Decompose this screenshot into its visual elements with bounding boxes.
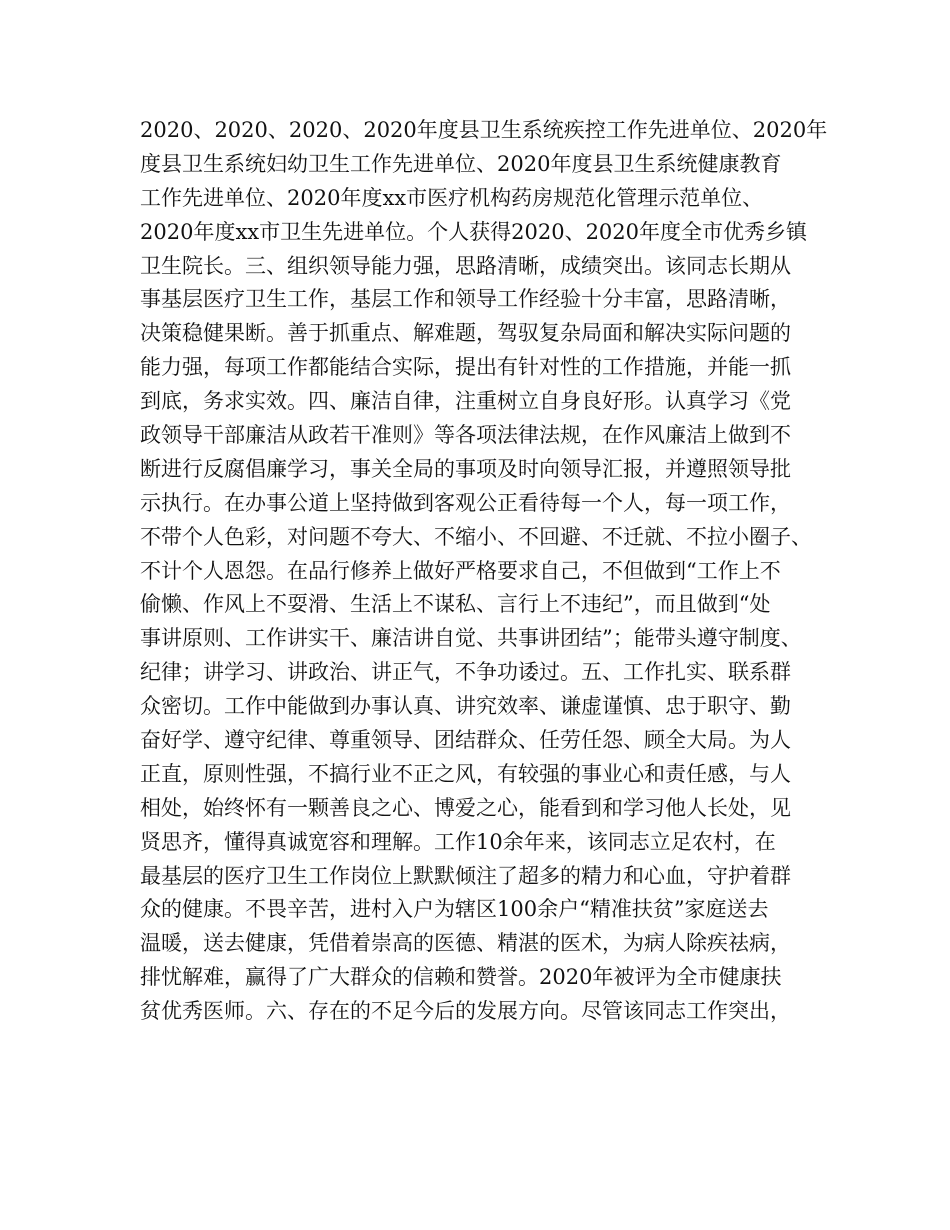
text-line: 贤思齐，懂得真诚宽容和理解。工作10余年来，该同志立足农村，在 xyxy=(140,829,776,854)
text-line: 相处，始终怀有一颗善良之心、博爱之心，能看到和学习他人长处，见 xyxy=(140,795,791,820)
text-line: 工作先进单位、2020年度xx市医疗机构药房规范化管理示范单位、 xyxy=(140,185,764,210)
text-line: 排忧解难，赢得了广大群众的信赖和赞誉。2020年被评为全市健康扶 xyxy=(140,965,782,990)
text-line: 众密切。工作中能做到办事认真、讲究效率、谦虚谨慎、忠于职守、勤 xyxy=(140,694,791,719)
text-line: 卫生院长。三、组织领导能力强，思路清晰，成绩突出。该同志长期从 xyxy=(140,253,791,278)
text-line: 最基层的医疗卫生工作岗位上默默倾注了超多的精力和心血，守护着群 xyxy=(140,863,791,888)
text-line: 到底，务求实效。四、廉洁自律，注重树立自身良好形。认真学习《党 xyxy=(140,389,791,414)
text-line: 贫优秀医师。六、存在的不足今后的发展方向。尽管该同志工作突出， xyxy=(140,999,791,1024)
text-line: 决策稳健果断。善于抓重点、解难题，驾驭复杂局面和解决实际问题的 xyxy=(140,321,791,346)
text-line: 正直，原则性强，不搞行业不正之风，有较强的事业心和责任感，与人 xyxy=(140,761,791,786)
text-line: 事基层医疗卫生工作，基层工作和领导工作经验十分丰富，思路清晰， xyxy=(140,287,791,312)
text-line: 事讲原则、工作讲实干、廉洁讲自觉、共事讲团结”；能带头遵守制度、 xyxy=(140,626,802,651)
text-line: 不带个人色彩，对问题不夸大、不缩小、不回避、不迁就、不拉小圈子、 xyxy=(140,524,812,549)
body-text xyxy=(140,114,840,1029)
text-line: 2020、2020、2020、2020年度县卫生系统疾控工作先进单位、2020年 xyxy=(140,118,828,142)
text-line: 温暖，送去健康，凭借着崇高的医德、精湛的医术，为病人除疾祛病， xyxy=(140,931,791,956)
text-line: 不计个人恩怨。在品行修养上做好严格要求自己，不但做到“工作上不 xyxy=(140,558,781,583)
text-line: 众的健康。不畏辛苦，进村入户为辖区100余户“精准扶贫”家庭送去 xyxy=(140,897,769,922)
text-line: 政领导干部廉洁从政若干准则》等各项法律法规，在作风廉洁上做到不 xyxy=(140,423,791,448)
text-line: 偷懒、作风上不耍滑、生活上不谋私、言行上不违纪”，而且做到“处 xyxy=(140,592,771,617)
text-line: 奋好学、遵守纪律、尊重领导、团结群众、任劳任怨、顾全大局。为人 xyxy=(140,728,791,753)
text-line: 断进行反腐倡廉学习，事关全局的事项及时向领导汇报，并遵照领导批 xyxy=(140,456,791,481)
text-line: 2020年度xx市卫生先进单位。个人获得2020、2020年度全市优秀乡镇 xyxy=(140,219,808,244)
text-line: 示执行。在办事公道上坚持做到客观公正看待每一个人，每一项工作， xyxy=(140,490,791,515)
text-line: 度县卫生系统妇幼卫生工作先进单位、2020年度县卫生系统健康教育 xyxy=(140,151,782,176)
text-line: 纪律；讲学习、讲政治、讲正气，不争功诿过。五、工作扎实、联系群 xyxy=(140,660,791,685)
text-line: 能力强，每项工作都能结合实际，提出有针对性的工作措施，并能一抓 xyxy=(140,355,791,380)
